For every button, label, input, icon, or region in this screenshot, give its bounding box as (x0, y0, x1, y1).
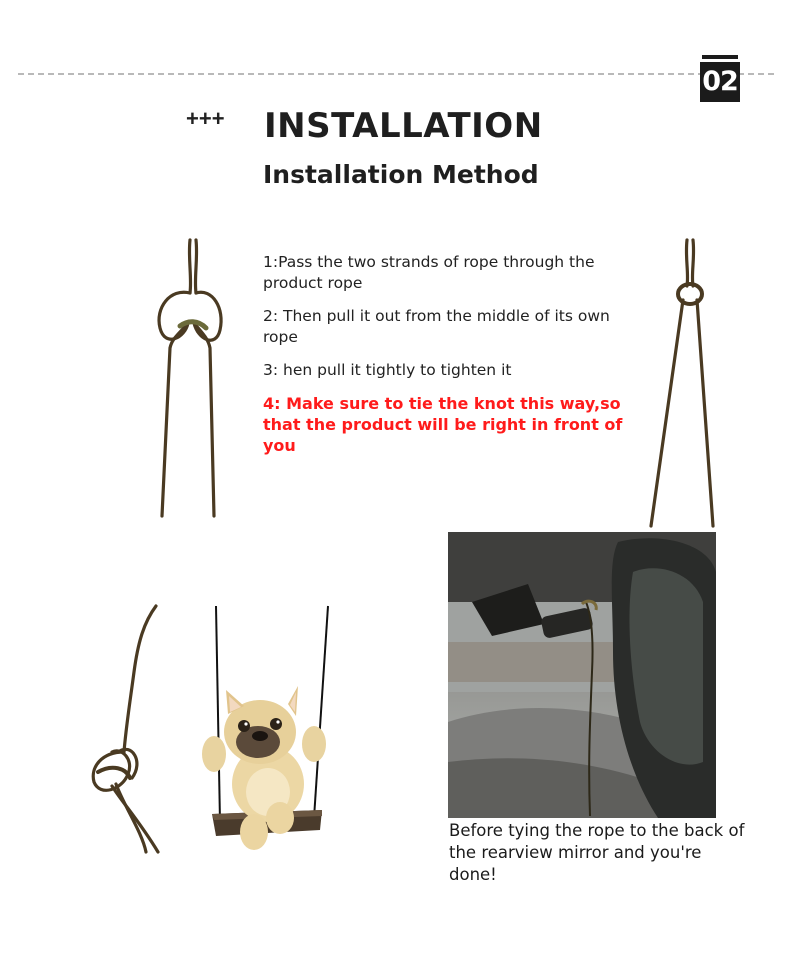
tied-rope-image (645, 238, 720, 528)
page-title: INSTALLATION (264, 106, 543, 146)
dog-swing-ornament-image (196, 604, 336, 858)
page-number-badge: 02 (700, 62, 740, 102)
dashed-divider (18, 73, 774, 75)
step-3: 3: hen pull it tightly to tighten it (263, 361, 512, 379)
rope-loop-image (150, 238, 230, 518)
mirror-caption: Before tying the rope to the back of the rearview mirror and you're done! (449, 821, 745, 884)
knotted-rope-image (82, 602, 172, 857)
instruction-steps (263, 252, 643, 468)
step-2: 2: Then pull it out from the middle of its own rope (263, 307, 610, 346)
page-subtitle: Installation Method (263, 160, 539, 189)
page-badge-bar (702, 55, 738, 59)
step-4-warning: 4: Make sure to tie the knot this way,so that the product will be right in front of you (263, 394, 623, 455)
rearview-mirror-photo (448, 532, 716, 818)
step-1: 1:Pass the two strands of rope through the product rope (263, 253, 595, 292)
plus-decoration: +++ (186, 106, 225, 131)
